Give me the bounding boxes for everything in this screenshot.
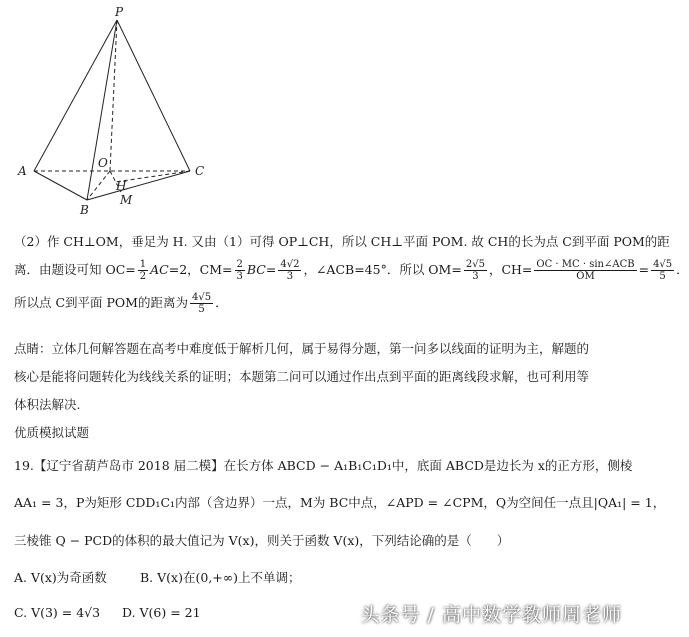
fraction [651, 259, 674, 282]
text: = [638, 262, 650, 277]
text: AC [150, 262, 169, 277]
text: ． [676, 262, 689, 277]
edge-bc [87, 171, 190, 200]
label-o: O [98, 156, 108, 170]
question-line-2: AA₁ = 3，P为矩形 CDD₁C₁内部（含边界）一点，M为 BC中点，∠APD = ∠CPM，Q为空间任一点且|QA₁| = 1， [14, 495, 666, 510]
text: BC [246, 262, 266, 277]
numerator: 2 [236, 259, 243, 270]
label-m: M [120, 193, 133, 207]
numerator: 2√5 [465, 259, 485, 270]
watermark: 头条号 / 高中数学教师周老师 [360, 604, 622, 626]
denominator: 5 [198, 304, 205, 315]
text: ． [215, 295, 228, 310]
denominator: 3 [472, 271, 479, 282]
label-b: B [80, 203, 89, 217]
fraction [190, 292, 213, 315]
comment-line-2: 核心是能将问题转化为线线关系的证明；本题第二问可以通过作出点到平面的距离线段求解，也可利用等 [14, 369, 590, 384]
option-d: D. V(6) = 21 [122, 605, 201, 620]
denominator: 3 [286, 271, 294, 282]
option-b: B. V(x)在(0,+∞)上不单调； [140, 570, 301, 585]
fraction [235, 259, 245, 282]
fraction [278, 259, 301, 282]
comment-line-1: 点睛：立体几何解答题在高考中难度低于解析几何，属于易得分题，第一问多以线面的证明为主，解题的 [14, 341, 590, 356]
text: =2，CM= [168, 262, 233, 277]
numerator: OC · MC · sin∠ACB [536, 259, 635, 270]
numerator: 4√2 [280, 259, 300, 270]
segment-ob-hidden [87, 171, 110, 200]
numerator: 4√5 [191, 292, 212, 303]
text: = [265, 262, 277, 277]
text: 所以点 C到平面 POM的距离为 [14, 295, 188, 310]
numerator: 1 [139, 259, 147, 270]
comment-line-3: 体积法解决. [14, 397, 81, 412]
text: ，CH= [488, 262, 533, 277]
option-a: A. V(x)为奇函数 [14, 570, 107, 585]
question-line-3: 三棱锥 Q − PCD的体积的最大值记为 V(x)，则关于函数 V(x)，下列结论确的是（ ） [14, 533, 510, 548]
label-a: A [18, 164, 27, 178]
text: 离．由题设可知 OC= [14, 262, 136, 277]
solution-line-3 [14, 292, 228, 315]
text: ，∠ACB=45°．所以 OM= [303, 262, 462, 277]
label-c: C [195, 164, 205, 178]
denominator: OM [576, 271, 595, 282]
solution-line-2 [14, 259, 689, 282]
label-h: H [116, 179, 127, 193]
denominator: 5 [659, 271, 666, 282]
denominator: 3 [236, 271, 243, 282]
fraction [138, 259, 148, 282]
section-title: 优质模拟试题 [14, 425, 90, 440]
question-line-1: 19.【辽宁省葫芦岛市 2018 届二模】在长方体 ABCD − A₁B₁C₁D₁中，底面 ABCD是边长为 x的正方形，侧棱 [14, 458, 633, 473]
edge-ab [34, 171, 87, 200]
fraction [534, 259, 636, 282]
option-c: C. V(3) = 4√3 [14, 605, 101, 620]
solution-line-1: （2）作 CH⊥OM，垂足为 H. 又由（1）可得 OP⊥CH，所以 CH⊥平面 POM. 故 CH的长为点 C到平面 POM的距 [14, 234, 670, 249]
numerator: 4√5 [653, 259, 673, 270]
denominator: 2 [139, 271, 147, 282]
edge-pc [117, 20, 190, 171]
fraction [464, 259, 487, 282]
label-p: P [115, 5, 124, 19]
pyramid-figure [0, 0, 240, 225]
